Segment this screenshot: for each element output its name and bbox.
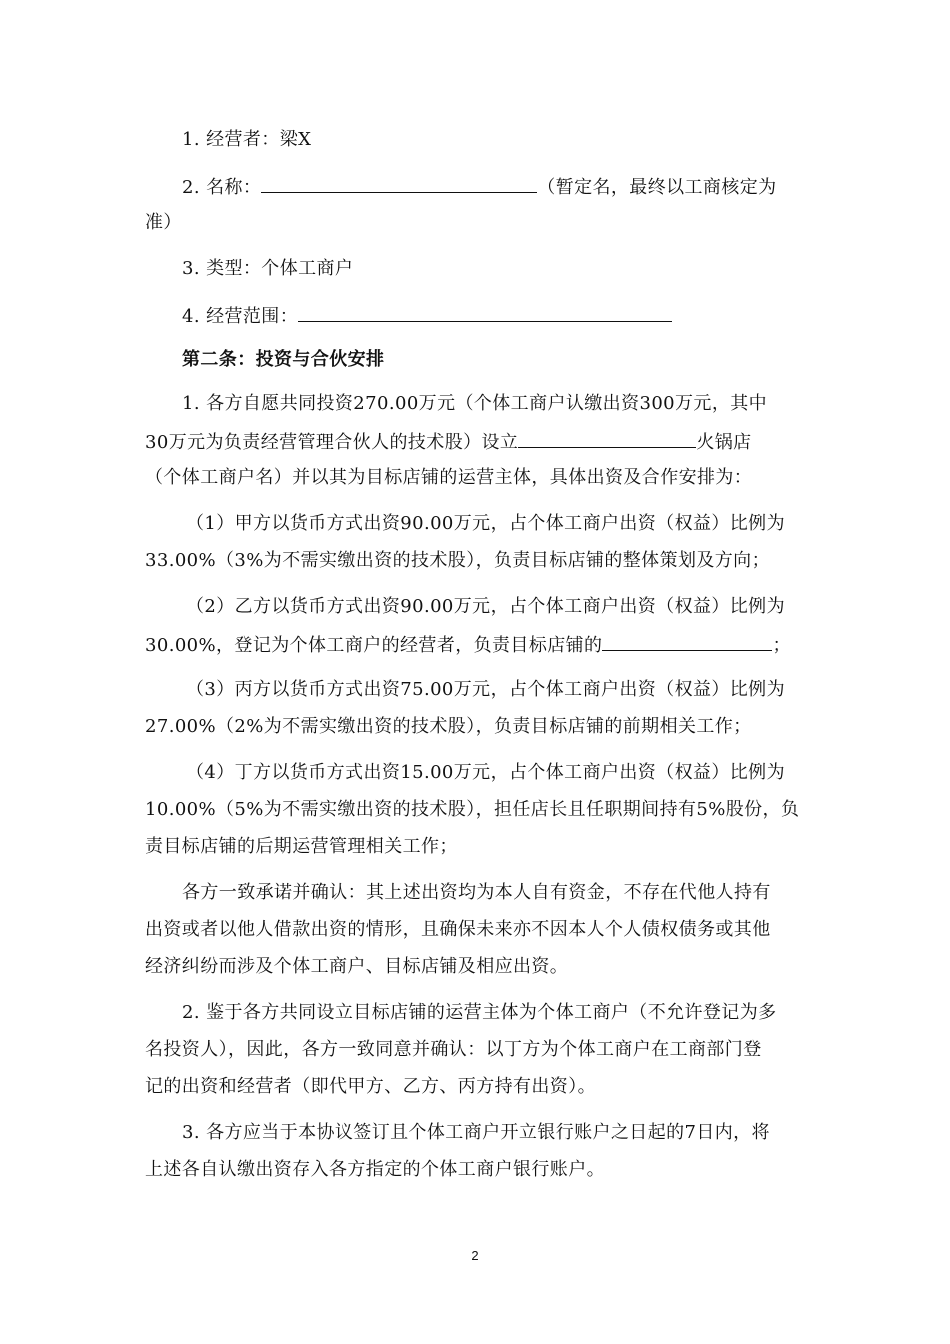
item-type: 3. 类型：个体工商户	[182, 258, 354, 279]
item-name-label: 2. 名称：	[182, 177, 262, 198]
party-b-line-2	[145, 632, 791, 658]
commitment-line-3: 经济纠纷而涉及个体工商户、目标店铺及相应出资。	[145, 956, 569, 977]
party-c-line-2: 27.00%（2%为不需实缴出资的技术股），负责目标店铺的前期相关工作；	[145, 716, 752, 737]
commitment-line-2: 出资或者以他人借款出资的情形，且确保未来亦不因本人个人债权债务或其他	[145, 919, 771, 940]
para-1-line-2	[145, 429, 752, 455]
party-a-line-1: （1）甲方以货币方式出资90.00万元，占个体工商户出资（权益）比例为	[186, 513, 785, 534]
para-2-line-1: 2. 鉴于各方共同设立目标店铺的运营主体为个体工商户（不允许登记为多	[182, 1002, 777, 1023]
para-3-line-1: 3. 各方应当于本协议签订且个体工商户开立银行账户之日起的7日内，将	[182, 1122, 770, 1143]
item-name-note: （暂定名，最终以工商核定为	[537, 177, 777, 198]
item-scope	[182, 303, 672, 329]
para-2-line-2: 名投资人），因此，各方一致同意并确认：以丁方为个体工商户在工商部门登	[145, 1039, 762, 1060]
party-a-line-2: 33.00%（3%为不需实缴出资的技术股），负责目标店铺的整体策划及方向；	[145, 550, 770, 571]
party-d-line-3: 责目标店铺的后期运营管理相关工作；	[145, 836, 458, 857]
para-1-shop-suffix: 火锅店	[696, 432, 752, 453]
item-operator: 1. 经营者：梁X	[182, 129, 312, 150]
para-1-line-3: （个体工商户名）并以其为目标店铺的运营主体，具体出资及合作安排为：	[145, 467, 753, 488]
page-number: 2	[471, 1248, 479, 1263]
party-d-line-2: 10.00%（5%为不需实缴出资的技术股），担任店长且任职期间持有5%股份，负	[145, 799, 800, 820]
article-2-heading: 第二条：投资与合伙安排	[182, 349, 385, 370]
scope-blank-line	[298, 303, 672, 322]
item-scope-label: 4. 经营范围：	[182, 306, 299, 327]
para-2-line-3: 记的出资和经营者（即代甲方、乙方、丙方持有出资）。	[145, 1076, 596, 1097]
item-name-continued: 准）	[145, 212, 182, 233]
party-b-line-1: （2）乙方以货币方式出资90.00万元，占个体工商户出资（权益）比例为	[186, 596, 785, 617]
party-b-text: 30.00%，登记为个体工商户的经营者，负责目标店铺的	[145, 635, 603, 656]
item-name	[182, 174, 777, 200]
name-blank-line	[261, 174, 537, 193]
para-1-text: 30万元为负责经营管理合伙人的技术股）设立	[145, 432, 519, 453]
para-3-line-2: 上述各自认缴出资存入各方指定的个体工商户银行账户。	[145, 1159, 605, 1180]
party-c-line-1: （3）丙方以货币方式出资75.00万元，占个体工商户出资（权益）比例为	[186, 679, 785, 700]
commitment-line-1: 各方一致承诺并确认：其上述出资均为本人自有资金，不存在代他人持有	[182, 882, 771, 903]
para-1-line-1: 1. 各方自愿共同投资270.00万元（个体工商户认缴出资300万元，其中	[182, 393, 768, 414]
shop-name-blank-line	[518, 429, 696, 448]
party-d-line-1: （4）丁方以货币方式出资15.00万元，占个体工商户出资（权益）比例为	[186, 762, 785, 783]
duty-blank-line	[602, 632, 772, 651]
party-b-end: ；	[772, 635, 791, 656]
